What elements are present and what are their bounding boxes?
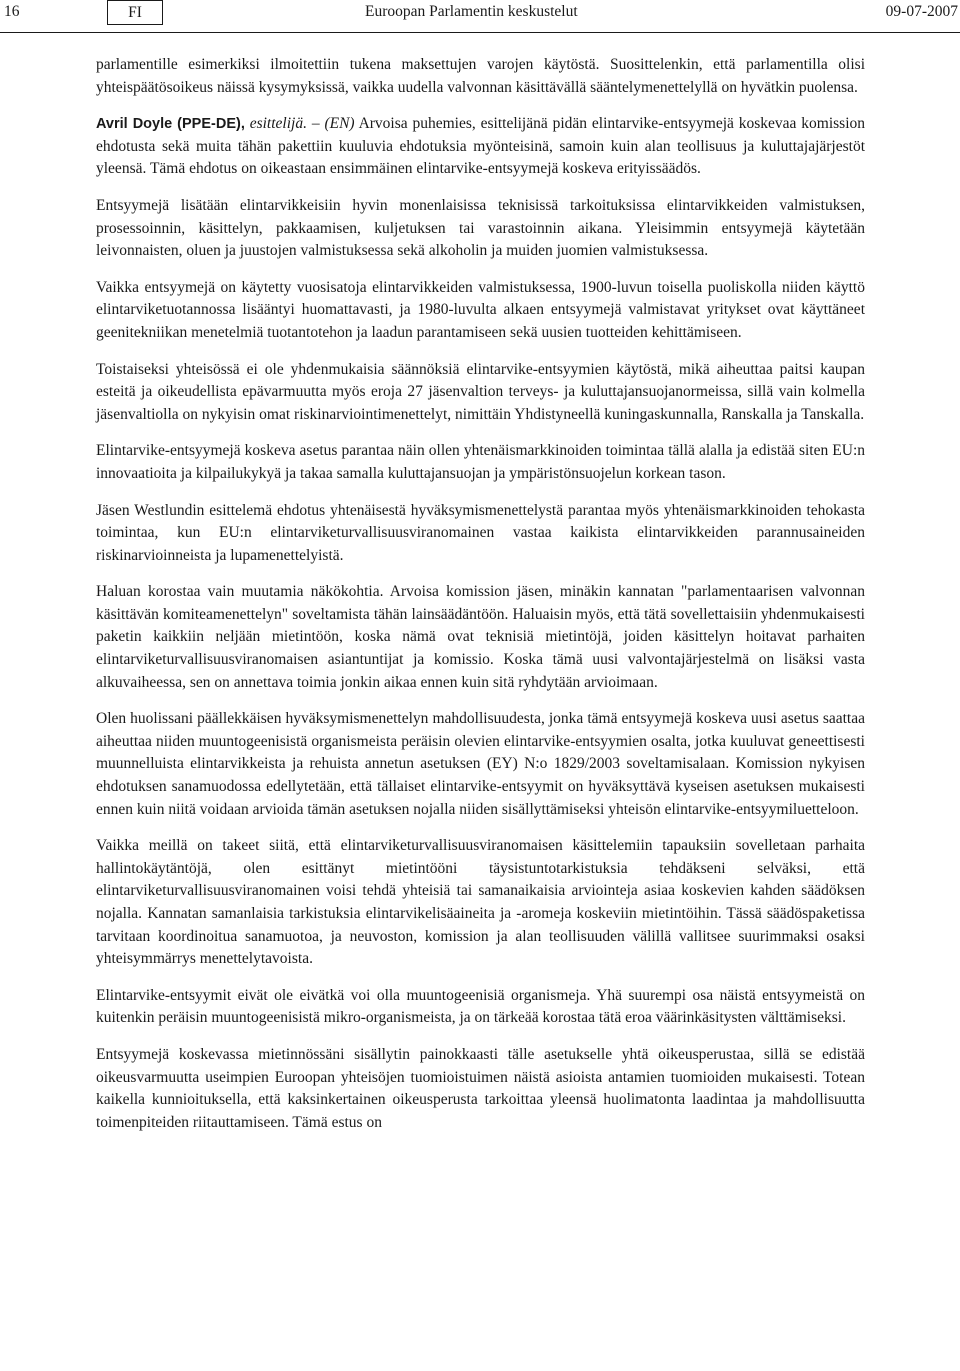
paragraph: Elintarvike-entsyymejä koskeva asetus parantaa näin ollen yhtenäismarkkinoiden toimintaa tällä alalla ja edistää siten EU:n innovaatioita ja kilpailukykyä ja takaa samalla kuluttajansuojan ja ympäristönsuojelun korkean tason. xyxy=(96,442,865,482)
paragraph: Toistaiseksi yhteisössä ei ole yhdenmukaisia säännöksiä elintarvike-entsyymien käytöstä, mikä aiheuttaa paitsi kaupan esteitä ja oikeudellista epävarmuutta myös eroja 27 jäsenvaltion terveys- ja kuluttajansuojanormeissa, sillä vain kolmella jäsenvaltiolla on nykyisin omat riskinarviointimenettelyt, nimittäin Yhdistyneellä kuningaskunnalla, Ranskalla ja Tanskalla. xyxy=(96,360,865,423)
paragraph: Olen huolissani päällekkäisen hyväksymismenettelyn mahdollisuudesta, jonka tämä entsyymejä koskeva uusi asetus saattaa aiheuttaa niiden muuntogeenisistä organismeista peräisin olevien elintarvike-entsyymien osalta, jotka kuuluvat geneettisesti muunnelluista elintarvikkeista ja rehuista annetun asetuksen (EY) N:o 1829/2003 soveltamisalaan. Komission nykyisen ehdotuksen sanamuodossa edellytetään, että tällaiset elintarvike-entsyymit on hyväksyttävä kyseisen asetuksen mukaisesti ennen kuin niitä voidaan arvioida tämän asetuksen nojalla niiden sisällyttämiseksi yhteisön elintarvike-entsyymiluetteloon. xyxy=(96,710,865,818)
session-date: 09-07-2007 xyxy=(885,3,958,20)
page-number: 16 xyxy=(4,3,20,20)
speaker-role: esittelijä. xyxy=(249,115,307,133)
speech-dash: – xyxy=(306,115,325,133)
speech-paragraph xyxy=(96,113,865,181)
paragraph: Haluan korostaa vain muutamia näkökohtia. Arvoisa komission jäsen, minäkin kannatan "parlamentaarisen valvonnan käsittävän komiteamenettelyn" soveltamista tähän lainsäädäntöön. Haluaisin myös, että tätä sovellettaisiin yhdenmukaisesti paketin kaikkiin neljään mietintöön, koska nämä ovat teknisiä mietintöjä, joiden käsittelyn hoitavat parhaiten elintarviketurvallisuusviranomaisen asiantuntijat ja komissio. Koska tämä uusi valvontajärjestelmä on lisäksi vasta alkuvaiheessa, sen on annettava toimia jonkin aikaa ennen kuin sitä ryhdytään arvioimaan. xyxy=(96,583,865,691)
language-badge: FI xyxy=(107,0,163,25)
paragraph: Entsyymejä koskevassa mietinnössäni sisällytin painokkaasti tälle asetukselle yhtä oikeusperustaa, sillä se edistää oikeusvarmuutta useimpien Euroopan yhteisöjen tuomioistuimen näistä asioista antamien tuomioiden mukaisesti. Totean kaikella kunnioituksella, että kaksinkertainen oikeusperusta tarkoittaa yleensä huolimatonta laadintaa ja mahdollisuutta toimenpiteiden riitauttamiseen. Tämä estus on xyxy=(96,1045,865,1131)
paragraph: parlamentille esimerkiksi ilmoitettiin tukena maksettujen varojen käytöstä. Suosittelenkin, että parlamentilla olisi yhteispäätösoikeus näissä kysymyksissä, vaikka uudella valvonnan käsittävällä sääntelymenettelyllä on hyvätkin puolensa. xyxy=(96,56,865,96)
paragraph: Elintarvike-entsyymit eivät ole eivätkä voi olla muuntogeenisiä organismeja. Yhä suurempi osa näistä entsyymeistä on kuitenkin peräisin muuntogeenisistä mikro-organismeista, ja on tärkeää korostaa tätä eroa väärinkäsitysten välttämiseksi. xyxy=(96,986,865,1027)
paragraph: Vaikka entsyymejä on käytetty vuosisatoja elintarvikkeiden valmistuksessa, 1900-luvun toisella puoliskolla niiden käyttö elintarviketuotannossa lisääntyi huomattavasti, ja 1980-luvulta alkaen entsyymejä valmistavat yritykset ovat käyttäneet geenitekniikan menetelmiä tuotantotehon ja laadun parantamiseen sekä uusien tuotteiden kehittämiseen. xyxy=(96,278,865,341)
page-header xyxy=(0,0,960,30)
document-title: Euroopan Parlamentin keskustelut xyxy=(365,3,578,20)
speaker-name: Avril Doyle (PPE-DE), xyxy=(96,116,245,133)
language-tag: (EN) xyxy=(324,115,355,133)
paragraph: Vaikka meillä on takeet siitä, että elintarviketurvallisuusviranomaisen käsittelemiin tapauksiin sovelletaan parhaita hallintokäytäntöjä, olen esittänyt mietintööni täysistuntotarkistuksia tehdäkseni selväksi, että elintarviketurvallisuusviranomainen voisi tehdä yhteisiä tai samanaikaisia arviointeja asiaa koskevien kahden säädöksen nojalla. Kannatan samanlaisia tarkistuksia elintarvikelisäaineita ja -aromeja koskeviin mietintöihin. Tässä säädöspaketissa tarvitaan koordinoitua sanamuotoa, ja neuvoston, komission ja alan teollisuuden välillä vallitsee suurimmaksi osaksi yhteisymmärrys menettelytavoista. xyxy=(96,837,865,968)
speech-text: Arvoisa puhemies, esittelijänä pidän elintarvike-entsyymejä koskevaa komission ehdotusta sekä muita tähän pakettiin kuuluvia ehdotuksia myönteisinä, samoin kuin alan teollisuus ja kuluttajajärjestöt yleensä. Tämä ehdotus on oikeastaan ensimmäinen elintarvike-entsyymejä koskeva erityissäädös. xyxy=(96,115,866,178)
paragraph: Jäsen Westlundin esittelemä ehdotus yhtenäisestä hyväksymismenettelystä parantaa myös yhtenäismarkkinoiden tehokasta toimintaa, kun EU:n elintarviketurvallisuusviranomainen vastaa kaikista elintarvikkeiden parannusaineiden riskinarvioinneista ja lupamenettelyistä. xyxy=(96,501,865,564)
document-body xyxy=(96,54,865,1148)
header-divider xyxy=(0,32,960,33)
paragraph: Entsyymejä lisätään elintarvikkeisiin hyvin monenlaisissa teknisissä tarkoituksissa elintarvikkeiden valmistuksen, prosessoinnin, käsittelyn, pakkaamisen, kuljetuksen tai varastoinnin aikana. Yleisimmin entsyymejä käytetään leivonnaisten, oluen ja juustojen valmistuksessa sekä alkoholin ja muiden juomien valmistuksessa. xyxy=(96,196,865,260)
